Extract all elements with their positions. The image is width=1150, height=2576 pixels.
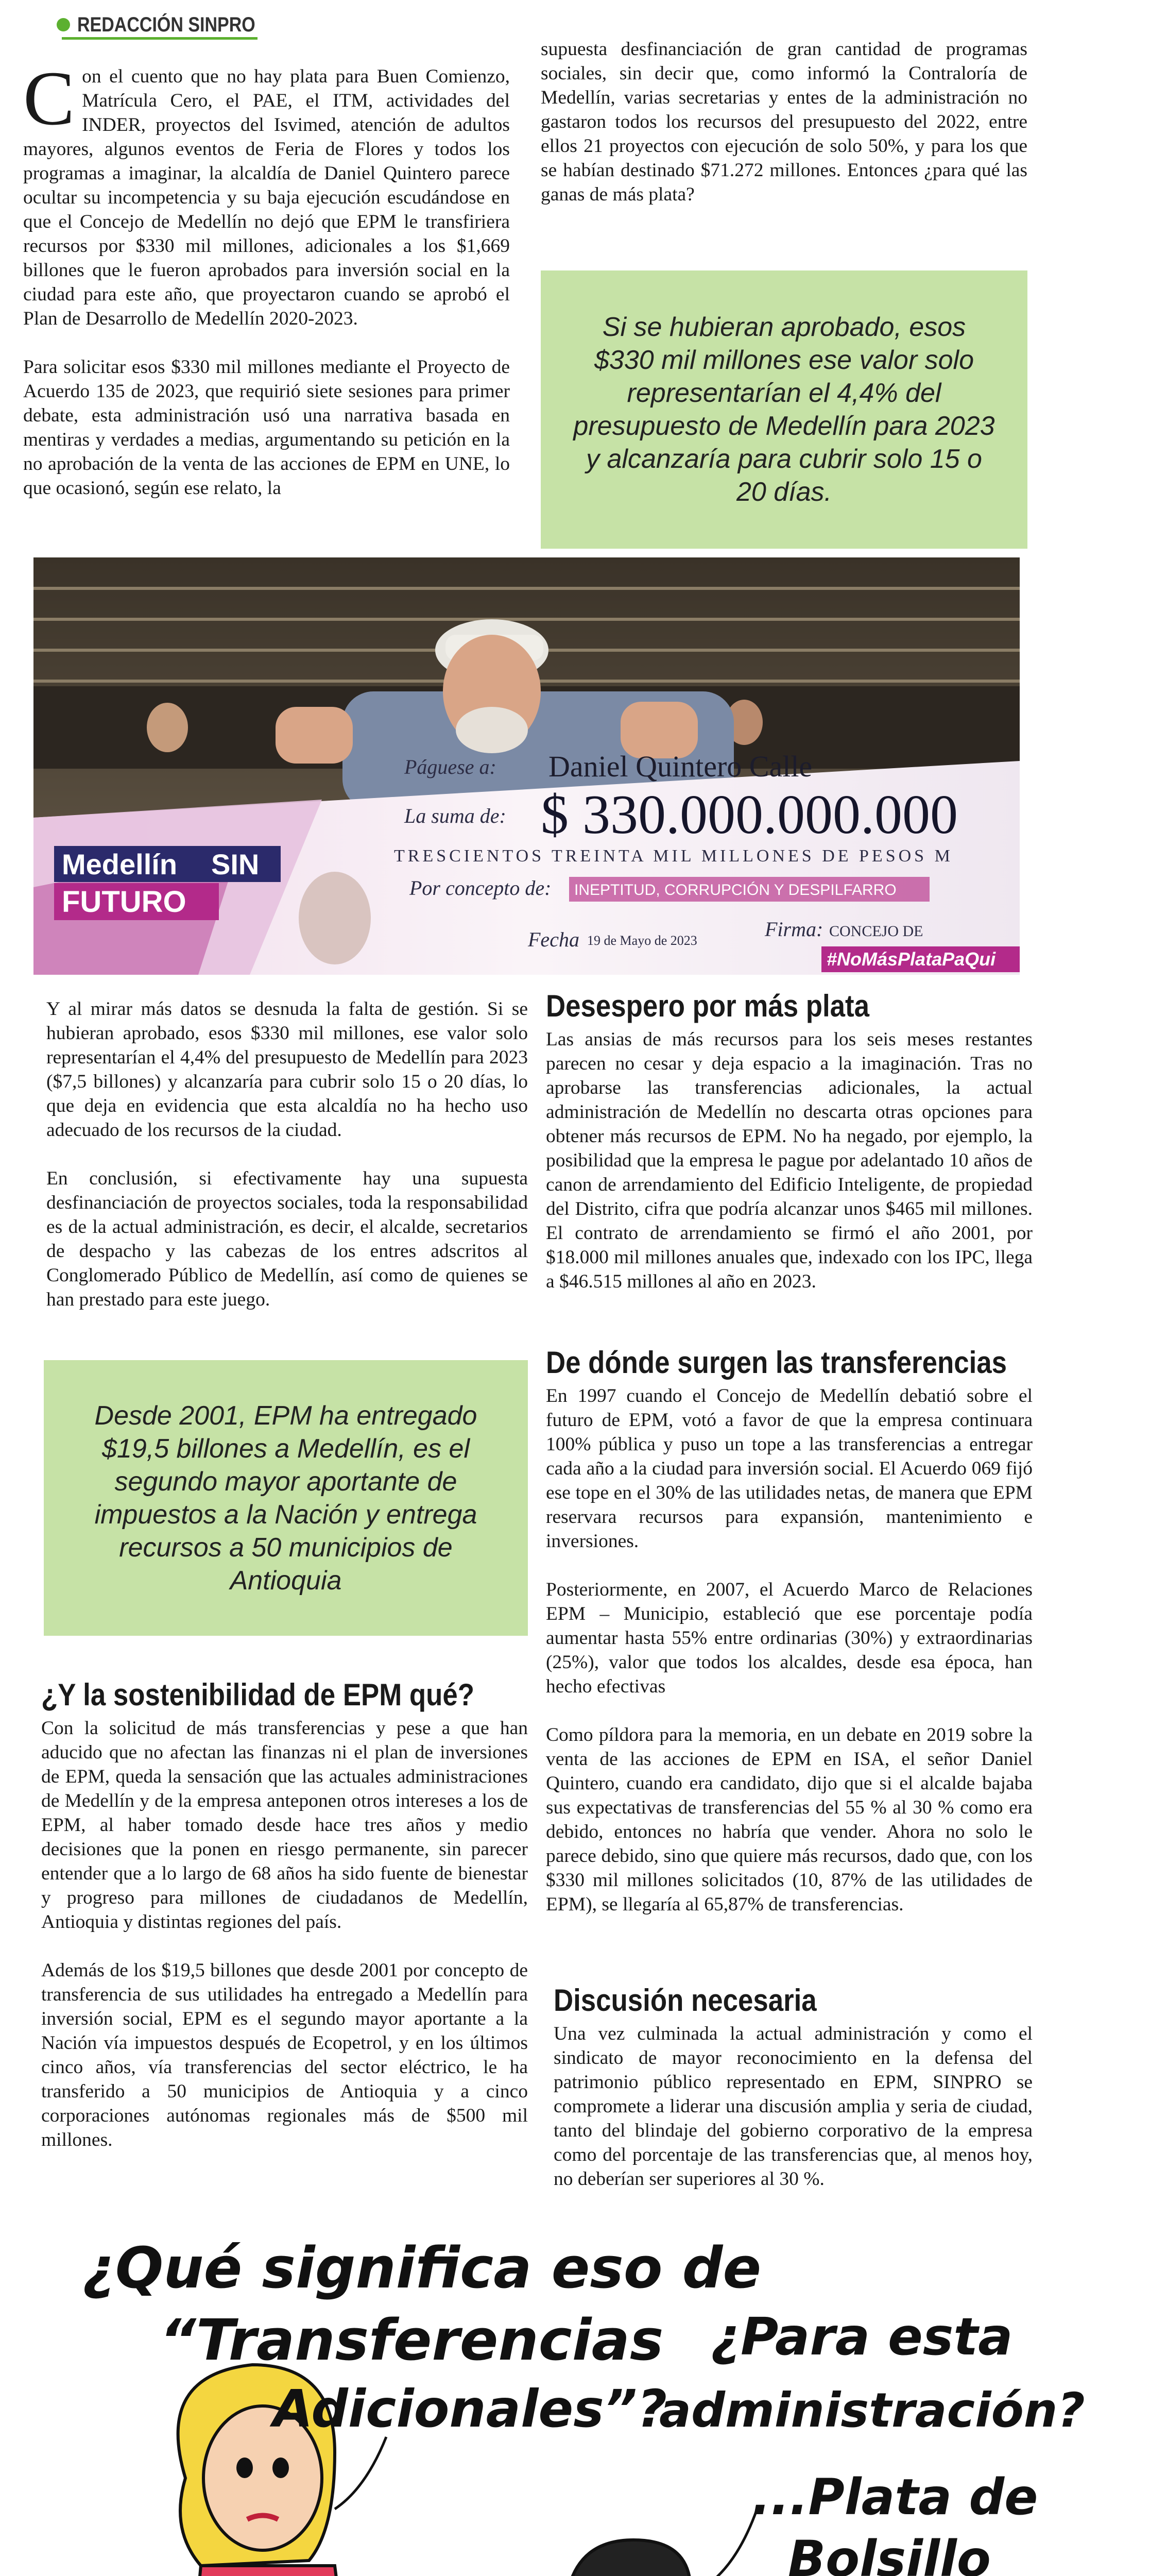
section-discusion-title: Discusión necesaria [554, 1983, 817, 2018]
section-sostenibilidad-title: ¿Y la sostenibilidad de EPM qué? [41, 1677, 475, 1712]
check-sign-label: Firma: [765, 918, 823, 941]
check-concept: INEPTITUD, CORRUPCIÓN Y DESPILFARRO [574, 882, 897, 899]
protest-photo [33, 557, 1020, 975]
intro-column-right [541, 37, 1027, 231]
banner-logo-line2: FUTURO [62, 885, 186, 919]
banner-hashtag: #NoMásPlataPaQui [827, 948, 996, 970]
check-amount-label: La suma de: [404, 804, 506, 827]
cartoon-bubble1-line2: “Transferencias [160, 2307, 664, 2373]
section-transferencias [546, 1345, 1033, 1941]
sostenibilidad-paragraph-2: Además de los $19,5 billones que desde 2001 por concepto de transferencia de sus utilidades ha entregado a Medellín para inversión social, EPM es el segundo mayor aportante a la Nación vía impuestos después de Ecopetrol, y en los últimos cinco años, vía transferencias del sector eléctrico, le ha transferido a 50 municipios de Antioquia y a cinco corporaciones autónomas regionales más de $500 mil millones. [41, 1960, 528, 2150]
editorial-cartoon [67, 2210, 1085, 2576]
intro-column-left [23, 56, 510, 524]
discusion-paragraph-1: Una vez culminada la actual administración y como el sindicato de mayor reconocimiento en la defensa del patrimonio público representado en EPM, SINPRO se compromete a liderar una discusión amplia y seria de ciudad, tanto del blindaje del gobierno corporativo de la empresa como del porcentaje de las transferencias que, al menos hoy, no deberían ser superiores al 30 %. [554, 2023, 1033, 2190]
cartoon-bubble3-line2: Bolsillo [788, 2530, 991, 2576]
intro-paragraph-1: Con el cuento que no hay plata para Buen Comienzo, Matrícula Cero, el PAE, el ITM, actividades del INDER, proyectos del Isvimed, atención de adultos mayores, algunos eventos de Feria de Flores y todos los programas a imaginar, la alcaldía de Daniel Quintero parece ocultar su incompetencia y su baja ejecución escudándose en que el Concejo de Medellín no dejó que EPM le transfiriera recursos por $330 mil millones, adicionales a los $1,669 billones que le fueron aprobados para inversión social en la ciudad para este año, que proyectaron cuando se aprobó el Plan de Desarrollo de Medellín 2020-2023. [23, 56, 510, 329]
tag-bullet-icon [57, 18, 70, 31]
banner-logo-line1b: SIN [211, 848, 260, 880]
section-discusion [554, 1982, 1033, 2215]
section-tag-text: REDACCIÓN SINPRO [77, 13, 255, 36]
check-amount: $ 330.000.000.000 [541, 784, 958, 845]
pull-quote-2: Desde 2001, EPM ha entregado $19,5 billones a Medellín, es el segundo mayor aportante de impuestos a la Nación y entrega recursos a 50 municipios de Antioquia [44, 1360, 528, 1636]
tag-underline [62, 37, 258, 40]
check-amount-words: TRESCIENTOS TREINTA MIL MILLONES DE PESOS M [394, 846, 953, 866]
banner-logo-line1: Medellín [62, 848, 178, 880]
section-transferencias-title: De dónde surgen las transferencias [546, 1345, 1007, 1380]
transferencias-paragraph-3: Como píldora para la memoria, en un debate en 2019 sobre la venta de las acciones de EPM en ISA, el señor Daniel Quintero, cuando era candidato, dijo que si el alcalde bajaba sus expectativas de transferencias del 55 % al 30 % como era debido, entonces no habría que vender. Ahora no solo le parece debido, sino que quiere más recursos, dado que, con los $330 mil millones solicitados (10, 87% de las utilidades de EPM), se llegaría al 65,87% de transferencias. [546, 1724, 1033, 1915]
cartoon-bubble2-line1: ¿Para esta [711, 2307, 1013, 2367]
pull-quote-1: Si se hubieran aprobado, esos $330 mil millones ese valor solo representarían el 4,4% del presupuesto de Medellín para 2023 y alcanzaría para cubrir solo 15 o 20 días. [541, 270, 1027, 549]
check-pay-to: Daniel Quintero Calle [548, 750, 813, 783]
mid-paragraph-1: Y al mirar más datos se desnuda la falta de gestión. Si se hubieran aprobado, esos $330 mil millones, ese valor solo representarían el 4,4% del presupuesto de Medellín para 2023 ($7,5 billones) y alcanzaría para cubrir solo 15 o 20 días, lo que deja en evidencia que esta alcaldía no ha hecho uso adecuado de los recursos de la ciudad. [46, 998, 528, 1141]
section-sostenibilidad [41, 1677, 528, 2176]
transferencias-paragraph-1: En 1997 cuando el Concejo de Medellín debatió sobre el futuro de EPM, votó a favor de que la empresa continuara 100% pública y puso un tope a las transferencias a entregar cada año a la ciudad para inversión social. El Acuerdo 069 fijó ese tope en el 30% de las utilidades netas, de manera que EPM reservara recursos para expansión, mantenimiento e inversiones. [546, 1385, 1033, 1552]
protest-photo-illustration [33, 557, 1020, 975]
cartoon-bubble3-line1: ...Plata de [752, 2468, 1038, 2526]
section-desespero-title: Desespero por más plata [546, 989, 869, 1023]
cartoon-bubble2-line2: administración? [659, 2383, 1085, 2438]
dropcap: C [23, 56, 75, 141]
cartoon-bubble1-line3: Adicionales”? [273, 2379, 667, 2439]
desespero-paragraph-1: Las ansias de más recursos para los seis meses restantes parecen no cesar y deja espacio a la imaginación. Tras no aprobarse las transferencias adicionales, la actual administración de Medellín no descarta otras opciones para obtener más recursos de EPM. No ha negado, por ejemplo, la posibilidad que la empresa le pague por adelantado 10 años de canon de arrendamiento del Edificio Inteligente, de propiedad del Distrito, cifra que podría alcanzar unos $465 mil millones. El contrato de arrendamiento se firmó el año 2001, por $18.000 mil millones anuales que, indexado con los IPC, llega a $46.515 millones al año en 2023. [546, 1029, 1033, 1292]
check-pay-to-label: Páguese a: [404, 755, 496, 778]
mid-column-left [46, 997, 528, 1336]
check-date: 19 de Mayo de 2023 [587, 933, 697, 948]
cartoon-illustration [67, 2210, 1085, 2576]
cartoon-bubble1-line1: ¿Qué significa eso de [82, 2235, 762, 2301]
check-sign: CONCEJO DE [829, 923, 923, 940]
mid-paragraph-2: En conclusión, si efectivamente hay una supuesta desfinanciación de proyectos sociales, toda la responsabilidad es de la actual administración, es decir, el alcalde, secretarios de despacho y las cabezas de los entres adscritos al Conglomerado Público de Medellín, así como de quienes se han prestado para este juego. [46, 1168, 528, 1310]
transferencias-paragraph-2: Posteriormente, en 2007, el Acuerdo Marco de Relaciones EPM – Municipio, estableció que ese porcentaje podía aumentar hasta 55% entre ordinarias (30%) y extraordinarias (25%), valor que todos los alcaldes, desde esa época, han hecho efectivas [546, 1579, 1033, 1697]
check-date-label: Fecha [528, 928, 579, 951]
check-concept-label: Por concepto de: [409, 876, 552, 900]
intro-paragraph-2: Para solicitar esos $330 mil millones mediante el Proyecto de Acuerdo 135 de 2023, que requirió siete sesiones para primer debate, esta administración usó una narrativa basada en mentiras y verdades a medias, argumentando su petición en la no aprobación de la venta de las acciones de EPM en UNE, lo que ocasionó, según ese relato, la [23, 357, 510, 499]
intro-paragraph-3: supuesta desfinanciación de gran cantidad de programas sociales, sin decir que, como informó la Contraloría de Medellín, varias secretarias y entes de la administración no gastaron todos los recursos del presupuesto del 2022, entre ellos 21 proyectos con ejecución de solo 50%, y para los que se habían destinado $71.272 millones. Entonces ¿para qué las ganas de más plata? [541, 39, 1027, 205]
section-desespero [546, 988, 1033, 1318]
sostenibilidad-paragraph-1: Con la solicitud de más transferencias y pese a que han aducido que no afectan las finanzas ni el plan de inversiones de EPM, queda la sensación que las actuales administraciones de Medellín y de la empresa anteponen otros intereses a los de EPM, al haber tomado desde hace tres años y medio decisiones que la ponen en riesgo permanente, sin parecer entender que a lo largo de 68 años ha sido fuente de bienestar y progreso para millones de ciudadanos de Medellín, Antioquia y distintas regiones del país. [41, 1718, 528, 1933]
section-tag [57, 9, 287, 40]
